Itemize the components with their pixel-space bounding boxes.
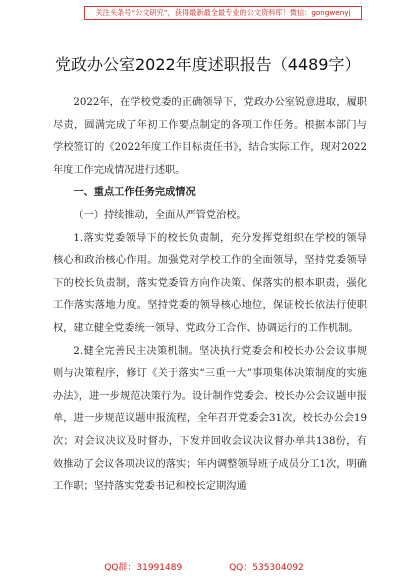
paragraph-2: 2.健全完善民主决策机制。坚决执行党委会和校长办公会议事规则与决策程序，修订《关于落实“三重一大”事项集体决策制度的实施办法》，进一步规范决策行为。设计制作党委会、校长办公会议题申报单，进一步规范议题申报流程，全年召开党委会31次，校长办公会19次；对会议决议及时督办，下发并回收会议决议督办单共138份，有效推动了会议各项决议的落实；年内调整领导班子成员分工1次，明确工作职；坚持落实党委书记和校长定期沟通 — [53, 345, 367, 493]
intro-paragraph: 2022年，在学校党委的正确领导下，党政办公室锐意进取，履职尽责，圆满完成了年初工作要点制定的各项工作任务。根据本部门与学校签订的《2022年度工作目标责任书》，结合实际工作，现对2022年度工作完成情况进行述职。 — [53, 97, 367, 176]
document-title: 党政办公室2022年度述职报告（4489字） — [55, 55, 361, 74]
header-banner: 关注头条号“公文研究”，获得最新最全最专业的公文资料库！微信：gongwenyj — [84, 6, 362, 20]
footer-qq: QQ：535304092 — [229, 563, 304, 573]
paragraph-1: 1.落实党委领导下的校长负责制，充分发挥党组织在学校的领导核心和政治核心作用。加强党对学校工作的全面领导，坚持党委领导下的校长负责制，落实党委管方向作决策、保落实的根本职责，强化工作落实落地力度。坚持党委的领导核心地位，保证校长依法行使职权，建立健全党委统一领导、党政分工合作、协调运行的工作机制。 — [53, 232, 367, 334]
footer-qq-group: QQ群：31991489 — [104, 563, 183, 573]
subsection-heading: （一）持续推动，全面从严管党治校。 — [73, 209, 247, 221]
document-body — [53, 92, 367, 499]
section-heading: 一、重点工作任务完成情况 — [73, 187, 196, 199]
footer-contact — [0, 560, 408, 574]
